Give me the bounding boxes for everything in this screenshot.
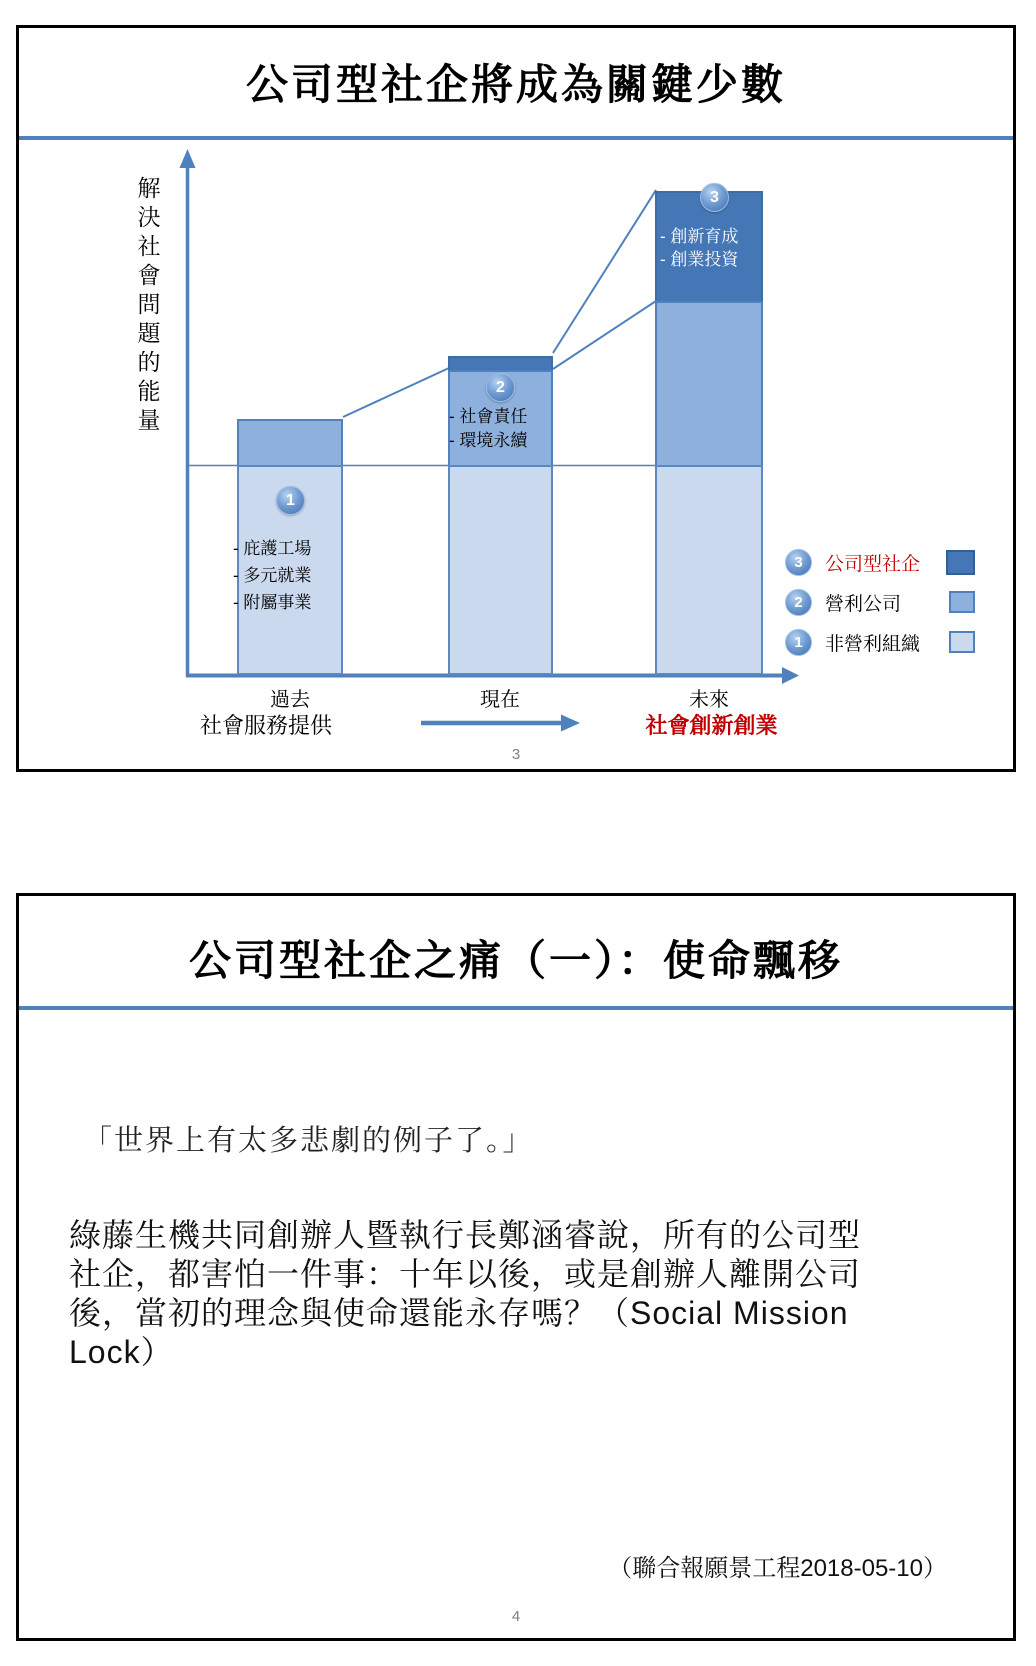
slide-1-page-number: 3: [511, 746, 521, 763]
bullet-item: - 創新育成: [660, 227, 739, 246]
y-axis-label-char: 決: [137, 204, 161, 230]
flow-label-right: 社會創新創業: [645, 713, 778, 738]
bullet-item: - 社會責任: [449, 407, 528, 426]
legend-label: 非營利組織: [825, 633, 921, 655]
body-line: 綠藤生機共同創辦人暨執行長鄭涵睿說，所有的公司型: [69, 1217, 862, 1253]
legend-swatch-medium-blue: [949, 591, 975, 613]
slide-2: [16, 893, 1016, 1641]
legend-row-forprofit: [785, 588, 975, 616]
source-citation: （聯合報願景工程2018-05-10）: [608, 1555, 947, 1582]
bullet-item: - 附屬事業: [233, 593, 312, 612]
legend-swatch-light-blue: [949, 631, 975, 653]
body-line: Lock）: [69, 1334, 174, 1370]
bar-column-2: [448, 356, 553, 675]
badge-1: 1: [276, 486, 305, 515]
legend-badge-1: 1: [785, 629, 812, 656]
chart-legend: [785, 548, 975, 656]
legend-row-corporate-se: [785, 548, 975, 576]
x-tick-future: 未來: [689, 689, 729, 711]
bar-present-bullets: [449, 405, 527, 453]
bullet-item: - 創業投資: [660, 250, 739, 269]
badge-2: 2: [486, 373, 515, 402]
y-axis-label-char: 的: [137, 349, 161, 375]
slide-1-title: 公司型社企將成為關鍵少數: [245, 61, 786, 108]
body-line: 社企，都害怕一件事：十年以後，或是創辦人離開公司: [69, 1256, 862, 1292]
legend-label: 公司型社企: [825, 553, 921, 575]
bar-past-bullets: [233, 535, 311, 616]
y-axis-label-char: 社: [137, 233, 161, 259]
quote-text: 「世界上有太多悲劇的例子了。」: [83, 1125, 534, 1157]
bar-segment-forprofit: [237, 419, 343, 467]
body-paragraph: [69, 1216, 989, 1372]
y-axis-label-char: 量: [137, 407, 161, 433]
stacked-bar-chart: [19, 28, 1013, 769]
y-axis-label-char: 解: [137, 175, 161, 201]
bullet-item: - 庇護工場: [233, 539, 312, 558]
y-axis-label-char: 能: [137, 378, 161, 404]
legend-label: 營利公司: [825, 593, 902, 615]
flow-label-left: 社會服務提供: [200, 713, 333, 738]
badge-3: 3: [700, 183, 729, 212]
title-divider-line: [19, 1006, 1013, 1010]
legend-swatch-dark-blue: [946, 550, 975, 575]
y-axis-label-char: 問: [137, 291, 161, 317]
bar-segment-forprofit: [655, 301, 763, 467]
slide-2-title: 公司型社企之痛（一）：使命飄移: [188, 937, 843, 984]
bullet-item: - 環境永續: [449, 431, 528, 450]
legend-badge-2: 2: [785, 589, 812, 616]
bar-future-bullets: [660, 225, 738, 271]
legend-row-nonprofit: [785, 628, 975, 656]
x-tick-present: 現在: [480, 689, 520, 711]
body-line: 後，當初的理念與使命還能永存嗎？（Social Mission: [69, 1295, 849, 1331]
slide-1: [16, 25, 1016, 772]
bar-segment-nonprofit: [655, 465, 763, 675]
legend-badge-3: 3: [785, 549, 812, 576]
slide-2-page-number: 4: [511, 1608, 521, 1625]
y-axis-label-char: 題: [137, 320, 161, 346]
y-axis-label-char: 會: [137, 262, 161, 288]
x-tick-past: 過去: [270, 689, 310, 711]
bar-segment-nonprofit: [448, 465, 553, 675]
bullet-item: - 多元就業: [233, 566, 312, 585]
